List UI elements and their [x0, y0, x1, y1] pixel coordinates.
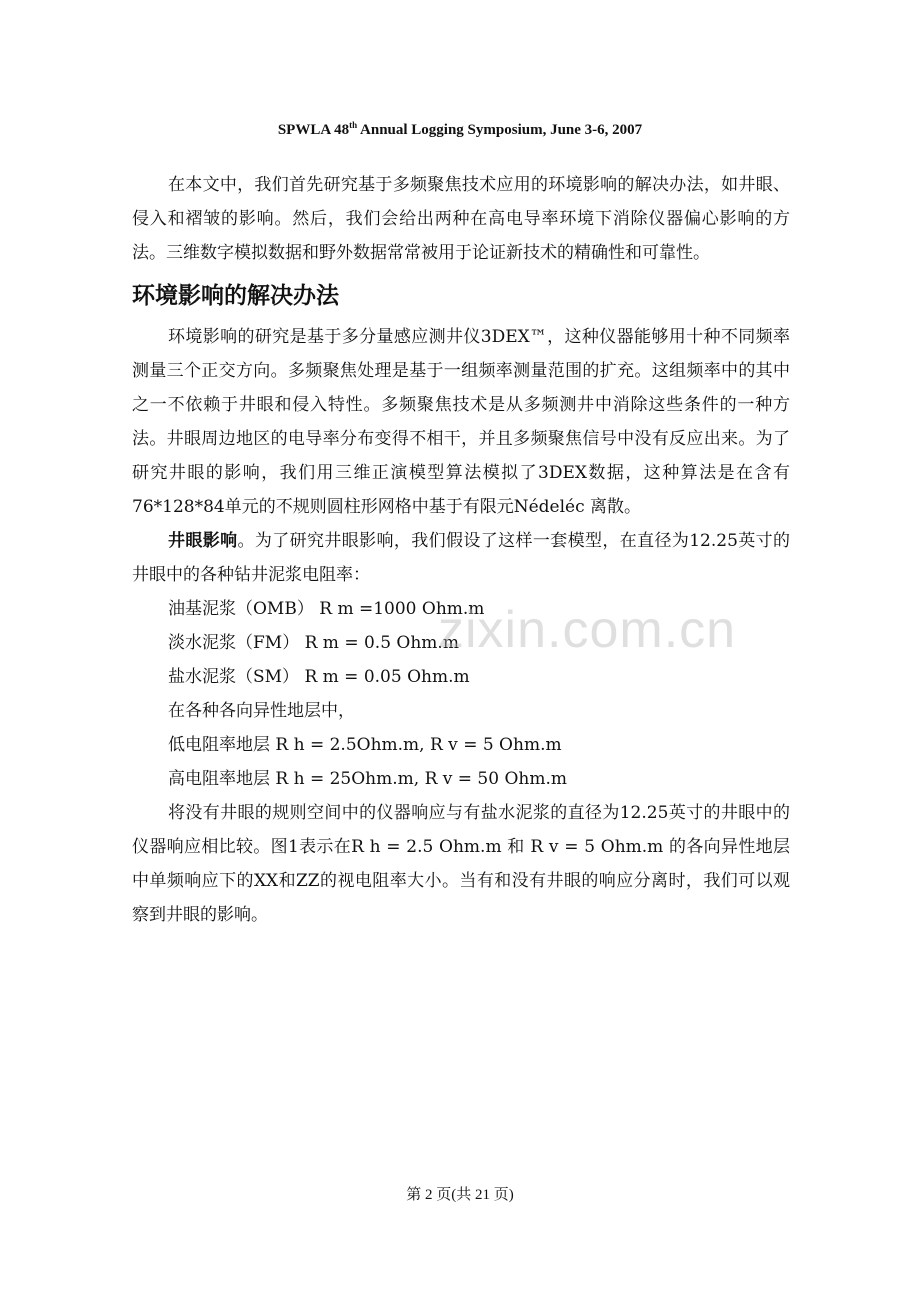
- formation-intro-line: 在各种各向异性地层中，: [168, 701, 355, 721]
- paragraph-1: 环境影响的研究是基于多分量感应测井仪3DEX™，这种仪器能够用十种不同频率测量三个正交方向。多频聚焦处理是基于一组频率测量范围的扩充。这组频率中的其中之一不依赖于井眼和侵入特性。多频聚焦技术是从多频测井中消除这些条件的一种方法。井眼周边地区的电导率分布变得不相干，并且多频聚焦信号中没有反应出来。为了研究井眼的影响，我们用三维正演模型算法模拟了3DEX数据，这种算法是在含有76*128*84单元的不规则圆柱形网格中基于有限元Nédeléc 离散。: [132, 327, 790, 517]
- paragraph-2-text: 。为了研究井眼影响，我们假设了这样一套模型，在直径为12.25英寸的井眼中的各种钻井泥浆电阻率：: [132, 531, 790, 585]
- watermark: zixin.com.cn: [438, 601, 737, 659]
- borehole-effect-label: 井眼影响: [168, 531, 238, 551]
- mud-line-omb: 油基泥浆（OMB） R m =1000 Ohm.m: [168, 599, 485, 619]
- header-text-rest: Annual Logging Symposium, June 3-6, 2007: [357, 122, 643, 138]
- running-header: [0, 122, 920, 139]
- header-text: SPWLA 48: [277, 122, 350, 138]
- page-footer: 第 2 页(共 21 页): [406, 1187, 514, 1203]
- mud-line-fm: 淡水泥浆（FM） R m = 0.5 Ohm.m: [168, 633, 459, 653]
- paragraph-2: [132, 524, 790, 592]
- intro-paragraph: 在本文中，我们首先研究基于多频聚焦技术应用的环境影响的解决办法，如井眼、侵入和褶皱的影响。然后，我们会给出两种在高电导率环境下消除仪器偏心影响的方法。三维数字模拟数据和野外数据常常被用于论证新技术的精确性和可靠性。: [132, 175, 790, 263]
- high-resistivity-line: 高电阻率地层 R h = 25Ohm.m, R v = 50 Ohm.m: [168, 769, 568, 789]
- mud-line-sm: 盐水泥浆（SM） R m = 0.05 Ohm.m: [168, 667, 470, 687]
- document-body: [132, 168, 790, 932]
- section-heading: 环境影响的解决办法: [132, 283, 339, 309]
- paragraph-3: 将没有井眼的规则空间中的仪器响应与有盐水泥浆的直径为12.25英寸的井眼中的仪器响应相比较。图1表示在R h = 2.5 Ohm.m 和 R v = 5 Ohm.m 的各向异性地层中单频响应下的XX和ZZ的视电阻率大小。当有和没有井眼的响应分离时，我们可以观察到井眼的影响。: [132, 803, 790, 925]
- low-resistivity-line: 低电阻率地层 R h = 2.5Ohm.m, R v = 5 Ohm.m: [168, 735, 562, 755]
- header-superscript: th: [349, 120, 358, 130]
